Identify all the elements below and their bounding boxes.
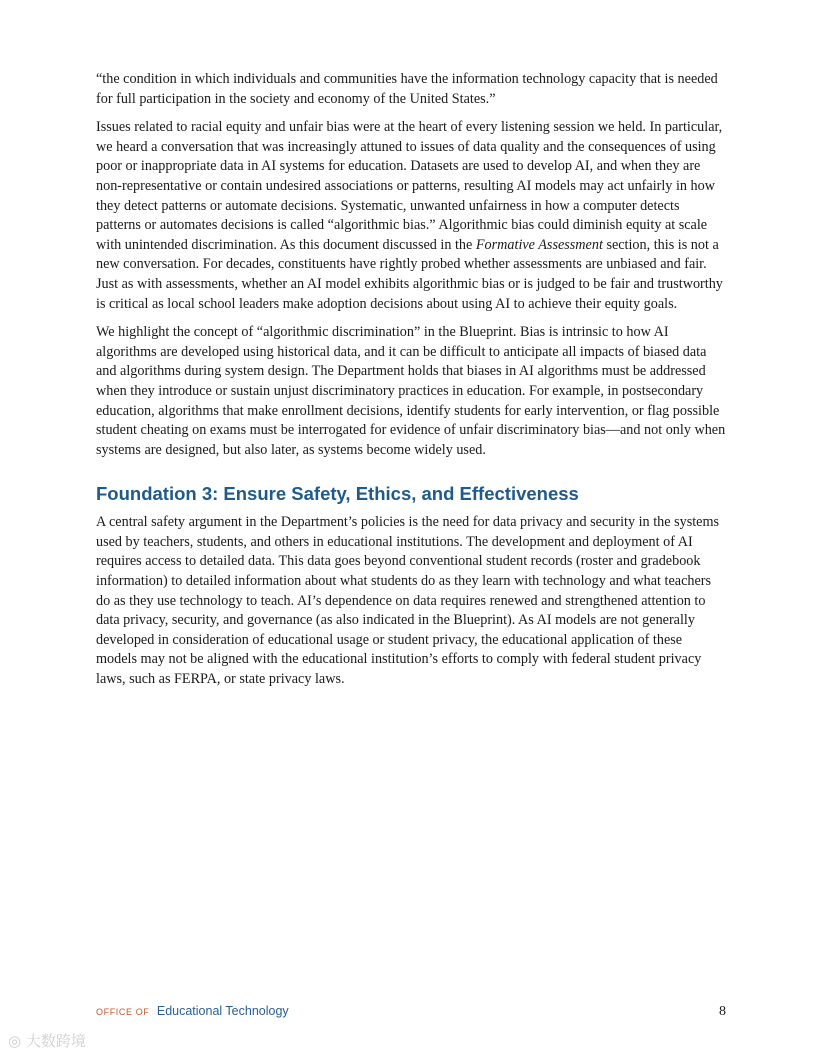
watermark-icon: ◎	[8, 1032, 22, 1050]
paragraph-equity-bias	[96, 118, 726, 314]
section-heading-foundation-3: Foundation 3: Ensure Safety, Ethics, and Effectiveness	[96, 483, 579, 505]
watermark	[8, 1030, 86, 1051]
page-number: 8	[719, 1004, 726, 1019]
formative-assessment-reference: Formative Assessment	[475, 236, 603, 253]
footer-brand-logo	[96, 1002, 289, 1020]
paragraph-equity-bias-part-2: section, this is not a new conversation. For decades, constituents have rightly probed whether assessments are unbiased and fair. Just as with assessments, whether an AI model exhibits algorithmic bias or is judged to be fair and trustworthy is critical as local school leaders make adoption decisions about using AI to achieve their equity goals.	[96, 236, 723, 312]
paragraph-quote-continuation: “the condition in which individuals and communities have the information technology capacity that is needed for full participation in the society and economy of the United States.”	[96, 71, 718, 107]
footer-office-label: OFFICE OF	[96, 1007, 150, 1017]
watermark-text: 大数跨境	[25, 1032, 86, 1050]
paragraph-algorithmic-discrimination: We highlight the concept of “algorithmic discrimination” in the Blueprint. Bias is intrinsic to how AI algorithms are developed using historical data, and it can be difficult to anticipate all impacts of biased data and algorithms during system design. The Department holds that biases in AI algorithms must be addressed when they introduce or sustain unjust discriminatory practices in education. For example, in postsecondary education, algorithms that make enrollment decisions, identify students for early intervention, or flag possible student cheating on exams must be interrogated for evidence of unfair discriminatory bias—and not only when systems are designed, but also later, as systems become widely used.	[96, 324, 726, 458]
footer-edtech-label: Educational Technology	[156, 1004, 289, 1018]
paragraph-equity-bias-part-1: Issues related to racial equity and unfair bias were at the heart of every listening session we held. In particular, we heard a conversation that was increasingly attuned to issues of data quality and the consequences of using poor or inappropriate data in AI systems for education. Datasets are used to develop AI, and when they are non-representative or contain undesired associations or patterns, resulting AI models may act unfairly in how they detect patterns or automate decisions. Systematic, unwanted unfairness in how a computer detects patterns or automates decisions is called “algorithmic bias.” Algorithmic bias could diminish equity at scale with unintended discrimination. As this document discussed in the	[96, 119, 723, 253]
paragraph-data-privacy: A central safety argument in the Department’s policies is the need for data privacy and security in the systems used by teachers, students, and others in educational institutions. The development and deployment of AI requires access to detailed data. This data goes beyond conventional student records (roster and gradebook information) to detailed information about what students do as they learn with technology and what teachers do as they use technology to teach. AI’s dependence on data requires renewed and strengthened attention to data privacy, security, and governance (as also indicated in the Blueprint). As AI models are not generally developed in consideration of educational usage or student privacy, the educational application of these models may not be aligned with the educational institution’s efforts to comply with federal student privacy laws, such as FERPA, or state privacy laws.	[96, 514, 720, 688]
page-content	[96, 70, 726, 699]
